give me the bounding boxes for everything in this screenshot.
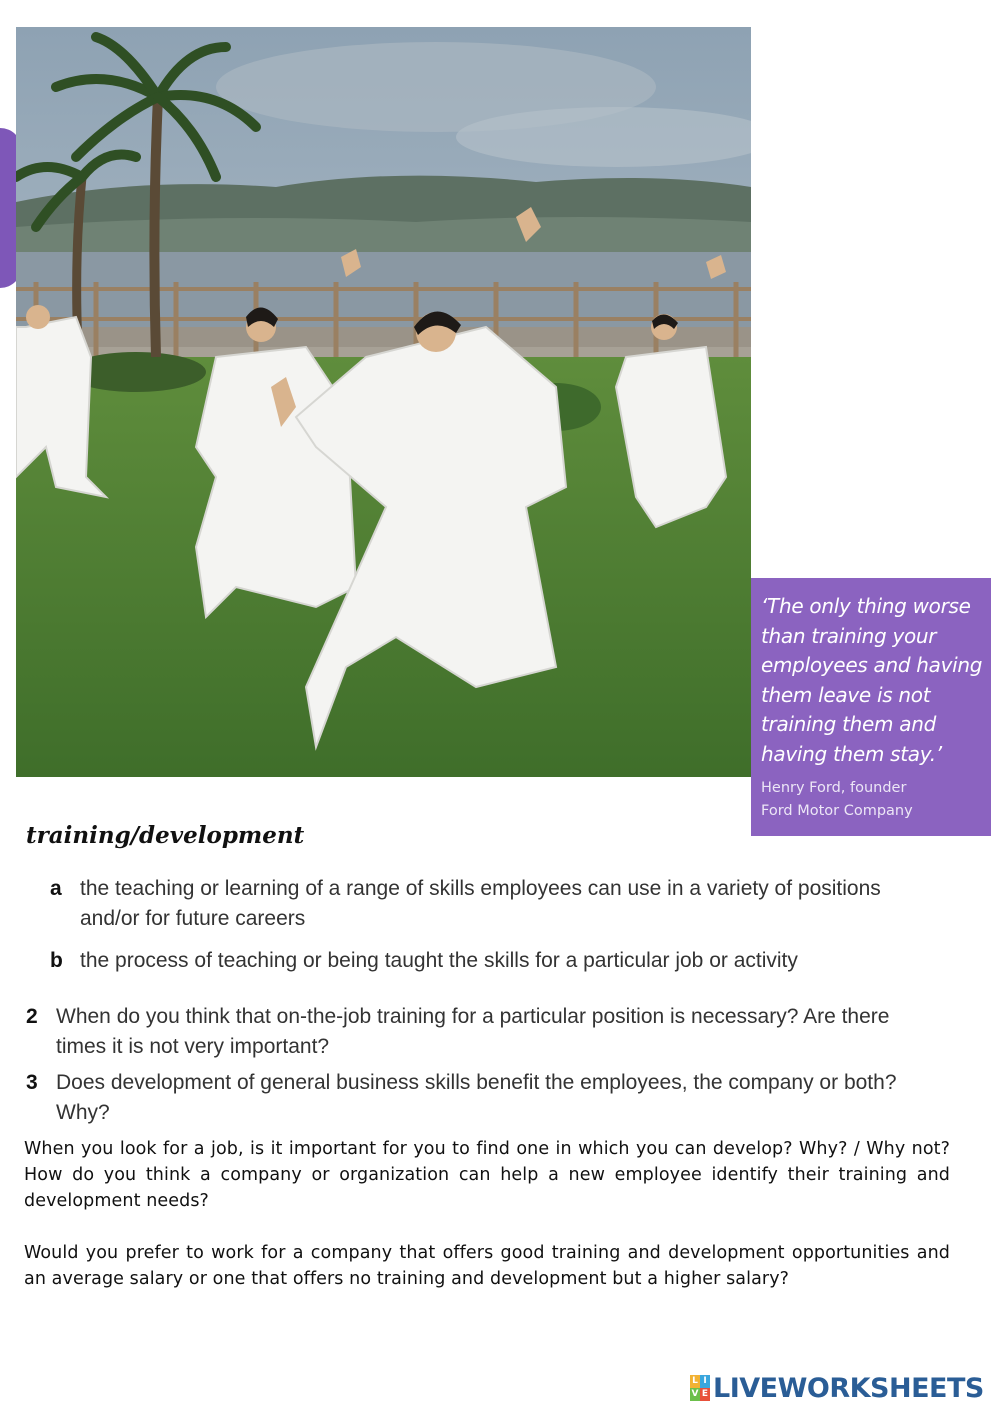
question-item-2: [26, 1002, 906, 1062]
quote-author-line-2: Ford Motor Company: [761, 803, 913, 819]
quote-box: [751, 578, 991, 836]
question-text: When do you think that on-the-job training for a particular position is necessary? Are there times it is not very important?: [56, 1005, 890, 1058]
definition-label: a: [50, 877, 62, 900]
definition-label: b: [50, 949, 63, 972]
tai-chi-photo: [16, 27, 751, 777]
logo-wordmark: LIVEWORKSHEETS: [713, 1372, 984, 1404]
logo-mark-letter: V: [691, 1389, 699, 1399]
logo-mark-icon: [690, 1375, 710, 1401]
definition-item-a: [50, 874, 910, 934]
paragraph-1: When you look for a job, is it important for you to find one in which you can develop? Why? / Why not? How do you think a company or organization can help a new employee identify their training and development needs?: [24, 1139, 950, 1211]
question-number: 3: [26, 1071, 38, 1094]
logo-mark-letter: I: [700, 1375, 710, 1388]
paragraph-2: Would you prefer to work for a company that offers good training and development opportunities and an average salary or one that offers no training and development but a higher salary?: [24, 1243, 950, 1289]
question-number: 2: [26, 1005, 38, 1028]
quote-text: ‘The only thing worse than training your employees and having them leave is not training them and having them stay.’: [761, 594, 983, 766]
definition-text: the teaching or learning of a range of skills employees can use in a variety of positions and/or for future careers: [80, 877, 881, 930]
section-heading: training/development: [26, 822, 305, 849]
quote-author-line-1: Henry Ford, founder: [761, 780, 907, 796]
question-item-3: [26, 1068, 906, 1128]
logo-mark-letter: L: [690, 1375, 700, 1388]
definition-item-b: [50, 946, 930, 976]
quote-attribution: [761, 777, 983, 823]
logo-mark-letter: E: [701, 1389, 709, 1399]
definition-text: the process of teaching or being taught the skills for a particular job or activity: [80, 949, 798, 972]
question-text: Does development of general business skills benefit the employees, the company or both? Why?: [56, 1071, 897, 1124]
liveworksheets-logo: [690, 1372, 984, 1404]
